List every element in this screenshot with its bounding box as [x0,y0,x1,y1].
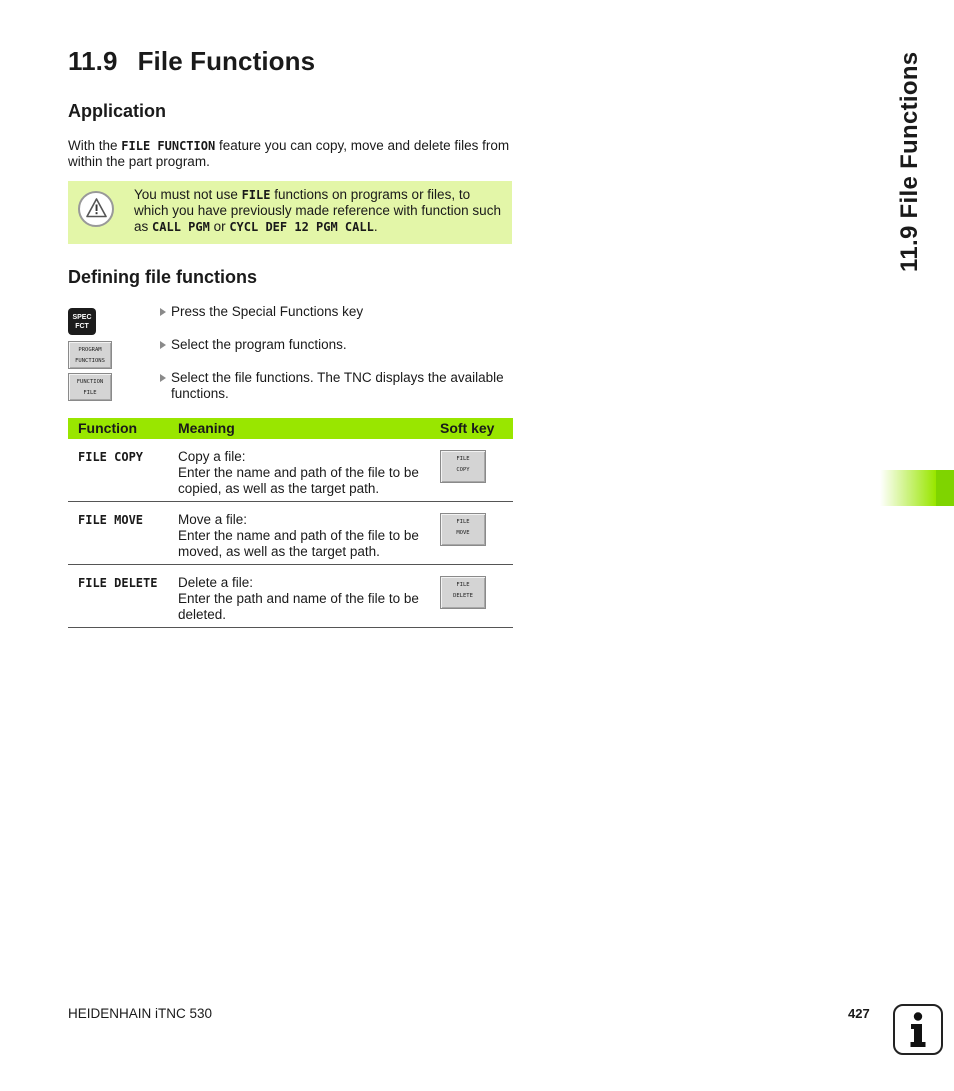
meaning-title: Move a file: [178,512,248,527]
header-function: Function [78,420,138,436]
softkey-line1: FILE [456,519,470,525]
warning-code-cycl-def: CYCL DEF 12 PGM CALL [229,220,374,234]
function-name: FILE MOVE [78,513,144,527]
page-title-number: 11.9 [68,46,118,76]
warning-text [134,187,504,235]
function-meaning [178,449,423,497]
step-text: Press the Special Functions key [171,304,364,319]
softkey-line2: MOVE [456,530,470,536]
intro-paragraph [68,138,512,170]
function-table [68,418,513,628]
function-name: FILE DELETE [78,576,158,590]
softkey-line1: FILE [456,582,470,588]
softkey-line1: FILE [456,456,470,462]
header-meaning: Meaning [178,420,235,436]
function-meaning [178,512,423,560]
warning-code-call-pgm: CALL PGM [152,220,210,234]
file-delete-softkey-icon [440,576,486,609]
meaning-body: Enter the name and path of the file to be moved, as well as the target path. [178,528,419,559]
meaning-title: Delete a file: [178,575,254,590]
spec-fct-key-icon [68,308,96,335]
footer-page-number: 427 [848,1006,870,1021]
step-3 [160,370,523,402]
table-header [68,418,513,439]
softkey-line2: COPY [456,467,470,473]
section-heading-defining: Defining file functions [68,267,257,287]
page-title [68,46,315,77]
step-arrow-icon [160,374,166,382]
warning-box [68,181,512,244]
meaning-body: Enter the path and name of the file to be deleted. [178,591,419,622]
softkey-line2: DELETE [453,593,473,599]
function-name: FILE COPY [78,450,144,464]
meaning-title: Copy a file: [178,449,246,464]
step-2 [160,337,523,353]
softkey-line1: PROGRAM [78,347,102,353]
warning-text-part: or [209,219,230,234]
table-row [68,565,513,628]
table-row [68,439,513,502]
table-row [68,502,513,565]
warning-text-part: functions on programs or files, to which you have previously made reference with function such as [134,187,501,234]
warning-code-file: FILE [241,188,271,202]
footer-product: HEIDENHAIN iTNC 530 [68,1006,213,1021]
info-icon[interactable] [893,1004,943,1055]
section-heading-application: Application [68,101,166,121]
intro-code: FILE FUNCTION [121,139,216,153]
softkey-line2: FUNCTIONS [75,358,105,364]
softkey-line1: FUNCTION [76,379,104,385]
file-move-softkey-icon [440,513,486,546]
meaning-body: Enter the name and path of the file to be copied, as well as the target path. [178,465,419,496]
function-meaning [178,575,423,623]
step-arrow-icon [160,308,166,316]
chapter-side-tab-marker [880,470,954,506]
warning-text-part: You must not use [134,187,242,202]
warning-text-part: . [373,219,378,234]
header-softkey: Soft key [440,420,495,436]
intro-text: With the [68,138,122,153]
step-text: Select the file functions. The TNC displays the available functions. [171,370,504,401]
step-1 [160,304,523,320]
step-arrow-icon [160,341,166,349]
warning-triangle-icon [78,191,114,227]
step-text: Select the program functions. [171,337,347,352]
page-title-text: File Functions [137,46,316,76]
softkey-line2: FILE [83,390,97,396]
intro-text-rest: feature you can copy, move and delete files from within the part program. [68,138,510,169]
chapter-side-tab-label: 11.9 File Functions [896,51,923,272]
function-file-softkey-icon [68,373,112,401]
file-copy-softkey-icon [440,450,486,483]
program-functions-softkey-icon [68,341,112,369]
spec-key-line2: FCT [75,323,89,330]
spec-key-line1: SPEC [72,314,92,321]
